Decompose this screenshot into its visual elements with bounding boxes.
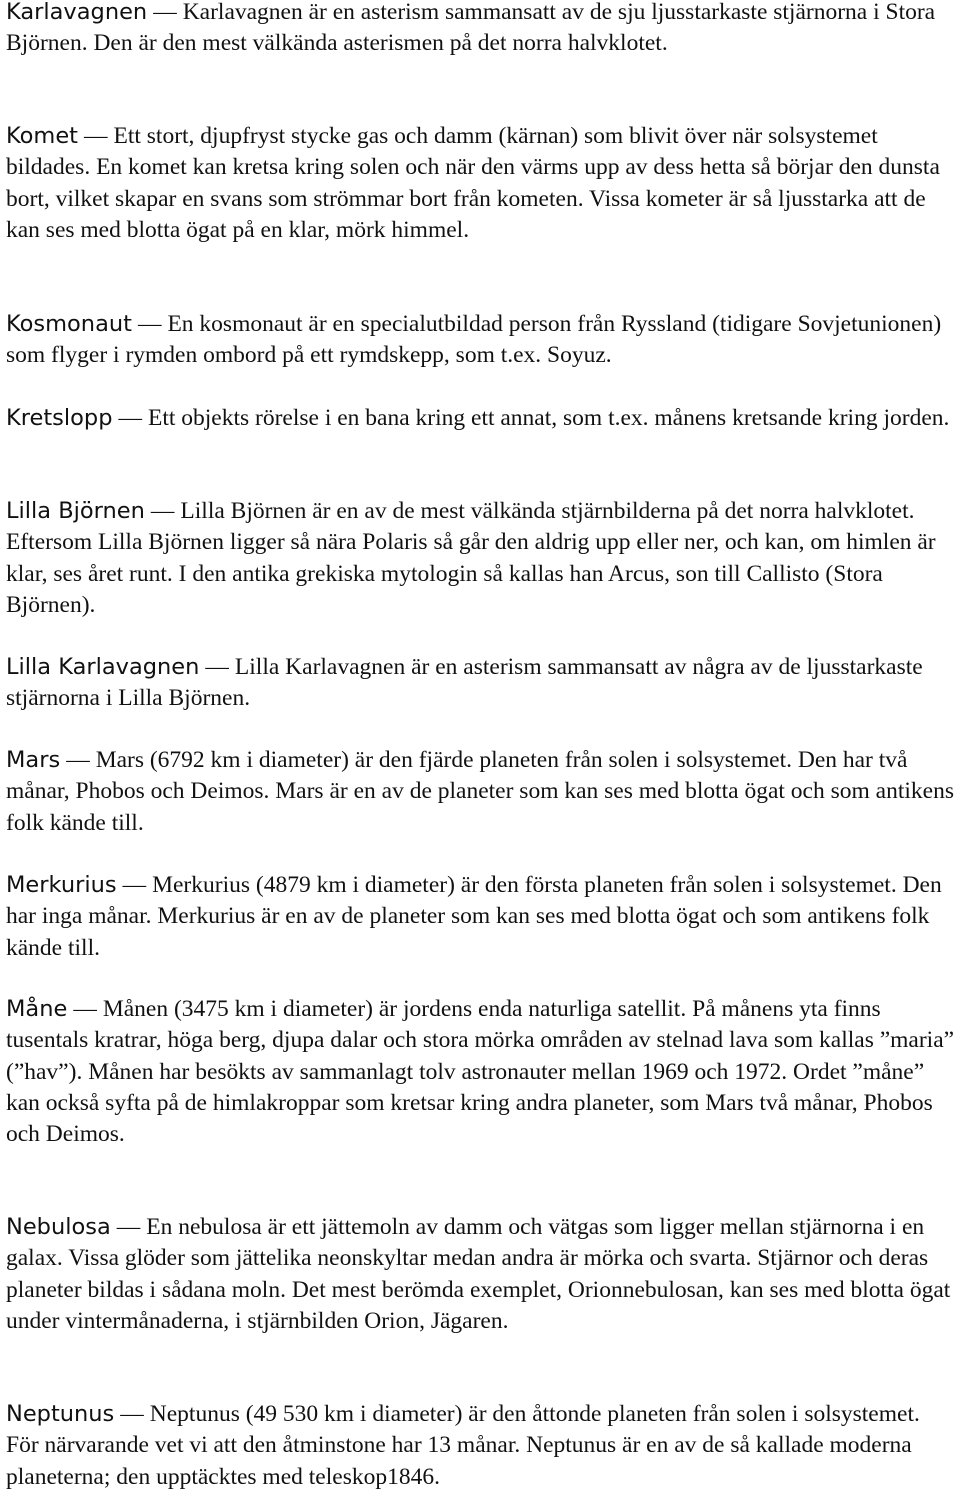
entry-definition: Ett stort, djupfryst stycke gas och damm (kärnan) som blivit över när solsystemet bildades. En komet kan kretsa kring solen och när den värms upp av dess hetta så börjar den dunsta bort, vilket skapar en svans som strömmar bort från kometen. Vissa kometer är så ljusstarka att de kan ses med blotta ögat på en klar, mörk himmel. [6, 123, 940, 243]
entry-definition: En nebulosa är ett jättemoln av damm och vätgas som ligger mellan stjärnorna i en galax. Vissa glöder som jättelika neonskyltar medan andra är mörka och svarta. Stjärnor och deras planeter bildas i sådana moln. Det mest berömda exemplet, Orionnebulosan, kan ses med blotta ögat under vintermånaderna, i stjärnbilden Orion, Jägaren. [6, 1214, 951, 1334]
glossary-entry-lilla-karlavagnen [6, 652, 958, 715]
glossary-entry-nebulosa [6, 1212, 958, 1337]
glossary-entry-karlavagnen [6, 0, 958, 60]
entry-separator: — [120, 1401, 144, 1427]
glossary-entry-komet [6, 121, 958, 246]
entry-term: Måne [6, 996, 68, 1022]
entry-separator: — [150, 498, 175, 524]
entry-definition: Lilla Karlavagnen är en asterism sammansatt av några av de ljusstarkaste stjärnorna i Lilla Björnen. [6, 654, 923, 712]
entry-definition: Ett objekts rörelse i en bana kring ett annat, som t.ex. månens kretsande kring jorden. [147, 405, 950, 431]
glossary-entry-mane [6, 994, 958, 1150]
entry-definition: Merkurius (4879 km i diameter) är den första planeten från solen i solsystemet. Den har inga månar. Merkurius är en av de planeter som kan ses med blotta ögat och som antikens folk kände till. [6, 872, 942, 961]
entry-term: Nebulosa [6, 1214, 111, 1240]
entry-separator: — [83, 123, 108, 149]
entry-separator: — [122, 872, 147, 898]
entry-term: Karlavagnen [6, 0, 148, 25]
entry-term: Merkurius [6, 872, 117, 898]
entry-term: Mars [6, 747, 61, 773]
glossary-entry-kosmonaut [6, 309, 958, 372]
entry-separator: — [118, 405, 142, 431]
entry-definition: Lilla Björnen är en av de mest välkända stjärnbilderna på det norra halvklotet. Eftersom Lilla Björnen ligger så nära Polaris så går den aldrig upp eller ner, och kan, om himlen är klar, ses året runt. I den antika grekiska mytologin så kallas han Arcus, son till Callisto (Stora Björnen). [6, 498, 936, 618]
entry-definition: Karlavagnen är en asterism sammansatt av de sju ljusstarkaste stjärnorna i Stora Björnen. Den är den mest välkända asterismen på det norra halvklotet. [6, 0, 936, 57]
entry-definition: Månen (3475 km i diameter) är jordens enda naturliga satellit. På månens yta finns tusentals kratrar, höga berg, djupa dalar och stora mörka områden av stelnad lava som kallas ”maria” (”hav”). Månen har besökts av sammanlagt tolv astronauter mellan 1969 och 1972. Ordet ”måne” kan också syfta på de himlakroppar som kretsar kring andra planeter, som Mars två månar, Phobos och Deimos. [6, 996, 955, 1148]
entry-separator: — [116, 1214, 141, 1240]
entry-separator: — [73, 996, 97, 1022]
entry-definition: En kosmonaut är en specialutbildad person från Ryssland (tidigare Sovjetunionen) som flyger i rymden ombord på ett rymdskepp, som t.ex. Soyuz. [6, 311, 942, 369]
entry-term: Komet [6, 123, 78, 149]
entry-term: Lilla Karlavagnen [6, 654, 200, 680]
entry-definition: Mars (6792 km i diameter) är den fjärde planeten från solen i solsystemet. Den har två månar, Phobos och Deimos. Mars är en av de planeter som kan ses med blotta ögat och som antikens folk kände till. [6, 747, 954, 836]
entry-definition: Neptunus (49 530 km i diameter) är den åttonde planeten från solen i solsystemet. För närvarande vet vi att den åtminstone har 13 månar. Neptunus är en av de så kallade moderna planeterna; den upptäcktes med teleskop1846. [6, 1401, 920, 1490]
entry-term: Kretslopp [6, 405, 113, 431]
glossary-entry-merkurius [6, 870, 958, 964]
entry-separator: — [66, 747, 90, 773]
entry-separator: — [205, 654, 229, 680]
entry-term: Kosmonaut [6, 311, 132, 337]
glossary-entry-neptunus [6, 1399, 958, 1493]
glossary-entry-lilla-bjornen [6, 496, 958, 621]
entry-separator: — [137, 311, 162, 337]
entry-separator: — [153, 0, 177, 25]
glossary-entry-mars [6, 745, 958, 839]
entry-term: Neptunus [6, 1401, 115, 1427]
entry-term: Lilla Björnen [6, 498, 145, 524]
glossary-entry-kretslopp [6, 403, 958, 434]
